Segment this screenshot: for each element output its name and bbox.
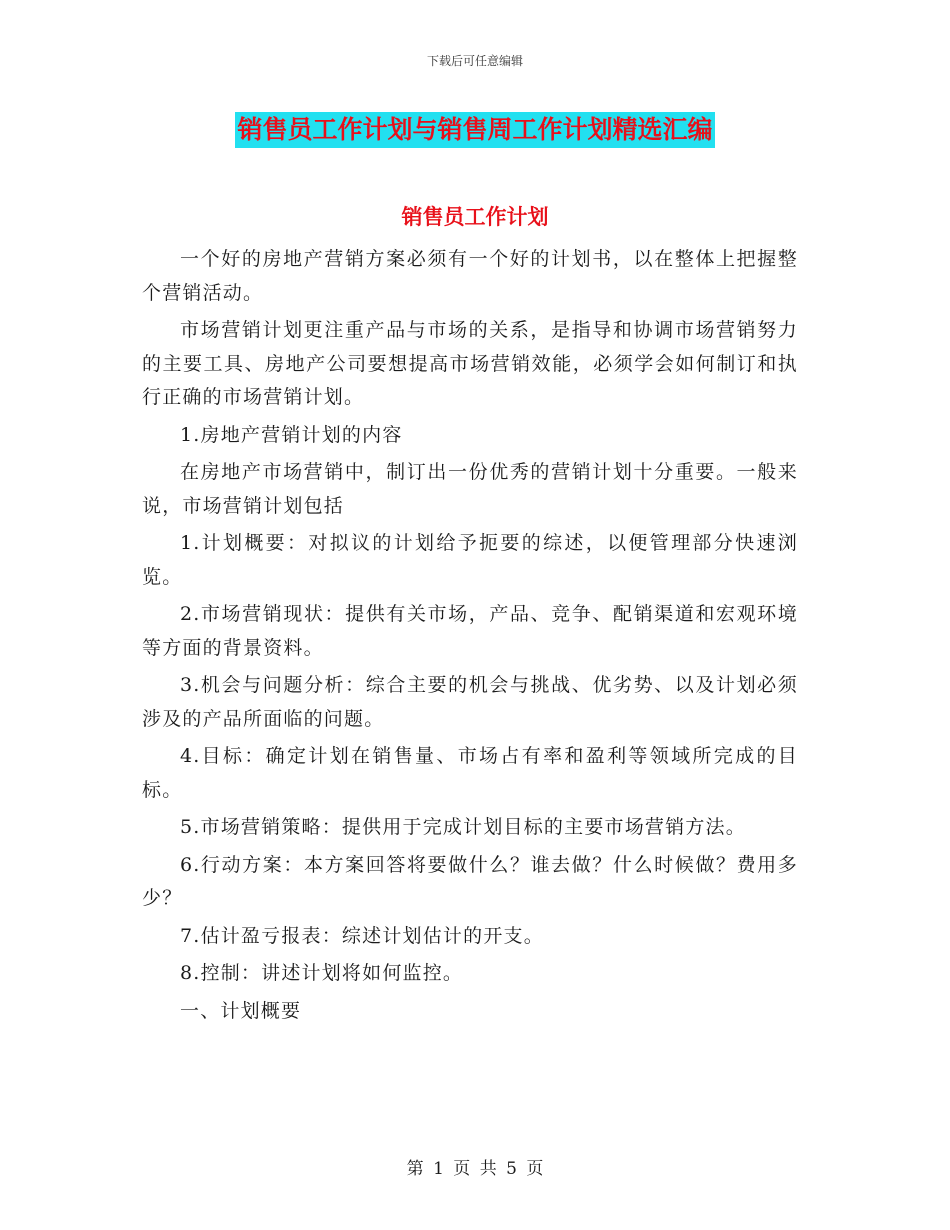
paragraph: 在房地产市场营销中，制订出一份优秀的营销计划十分重要。一般来说，市场营销计划包括 [142,461,798,517]
paragraph: 3.机会与问题分析：综合主要的机会与挑战、优劣势、以及计划必须涉及的产品所面临的问题。 [142,674,798,730]
paragraph: 4.目标：确定计划在销售量、市场占有率和盈利等领域所完成的目标。 [142,745,798,801]
header-note: 下载后可任意编辑 [426,54,523,68]
paragraph: 5.市场营销策略：提供用于完成计划目标的主要市场营销方法。 [180,816,746,838]
paragraph: 1.房地产营销计划的内容 [180,423,403,446]
paragraph: 市场营销计划更注重产品与市场的关系，是指导和协调市场营销努力的主要工具、房地产公司要想提高市场营销效能，必须学会如何制订和执行正确的市场营销计划。 [142,319,798,408]
paragraph: 一个好的房地产营销方案必须有一个好的计划书，以在整体上把握整个营销活动。 [142,248,798,304]
paragraph: 7.估计盈亏报表：综述计划估计的开支。 [180,924,544,947]
document-body [142,243,798,1032]
paragraph: 1.计划概要：对拟议的计划给予扼要的综述，以便管理部分快速浏览。 [142,532,798,588]
paragraph: 6.行动方案：本方案回答将要做什么？谁去做？什么时候做？费用多少？ [142,853,798,909]
page-number-footer: 第 1 页 共 5 页 [406,1159,544,1179]
document-title-container [0,112,950,148]
paragraph: 8.控制：讲述计划将如何监控。 [180,962,464,984]
paragraph: 2.市场营销现状：提供有关市场，产品、竞争、配销渠道和宏观环境等方面的背景资料。 [142,603,798,659]
document-title: 销售员工作计划与销售周工作计划精选汇编 [235,112,714,148]
paragraph: 一、计划概要 [180,999,302,1022]
section-title: 销售员工作计划 [401,204,549,229]
